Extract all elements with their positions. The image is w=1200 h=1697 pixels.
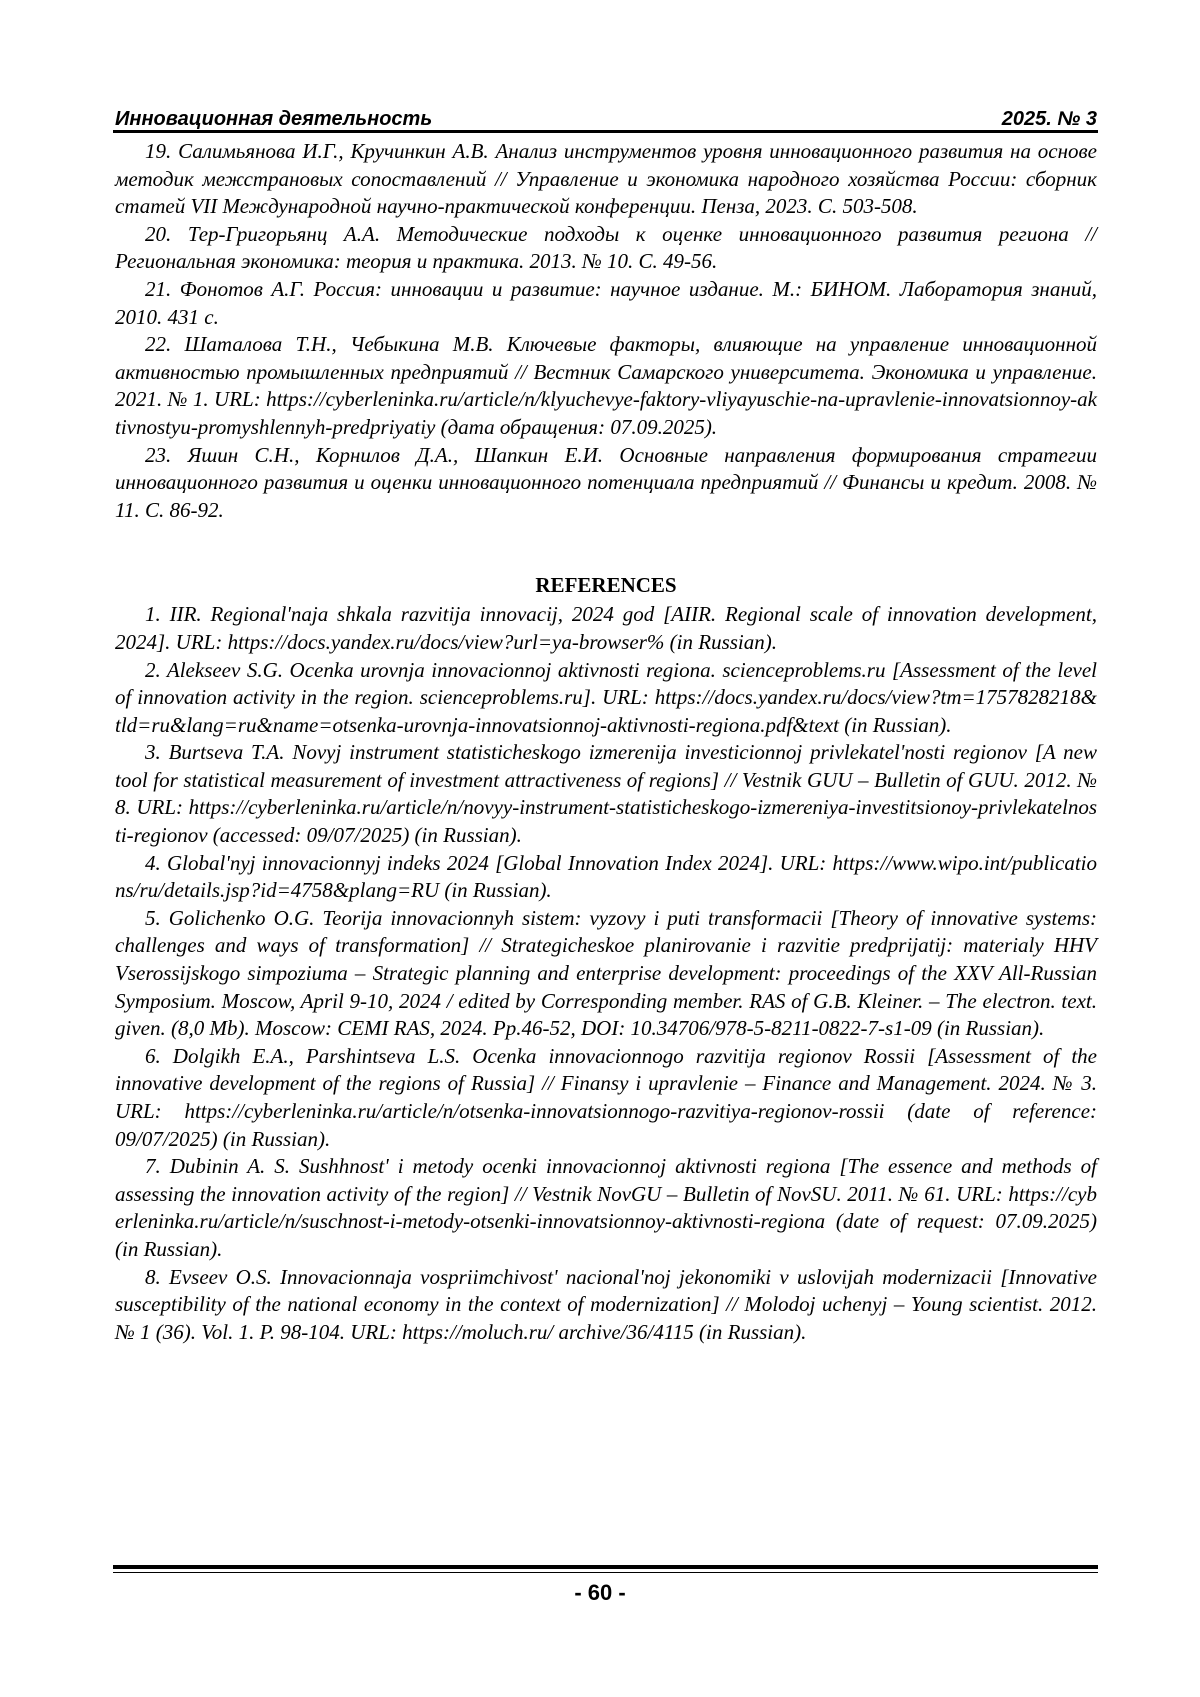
reference-url[interactable]: https://cyberleninka.ru/article/n/klyuchevye-faktory-vliyayuschie-na-upravlenie-innovatsionnoy-aktivnostyu-promyshlennyh-predpriyatiy (115, 387, 1097, 439)
running-header (115, 101, 1097, 131)
reference-item-ru-23: 23. Яшин С.Н., Корнилов Д.А., Шапкин Е.И. Основные направления формирования стратегии инновационного развития и оценки инновационного потенциала предприятий // Финансы и кредит. 2008. № 11. С. 86-92. (115, 442, 1097, 522)
reference-item-en-6: 6. Dolgikh E.A., Parshintseva L.S. Ocenka innovacionnogo razvitija regionov Rossii [Assessment of the innovative development of the regions of Russia] // Finansy i upravlenie – Finance and Management. 2024. № 3. URL: https://cyberleninka.ru/article/n/otsenka-innovatsionnogo-razvitiya-regionov-rossii (date of reference: 09/07/2025) (in Russian). (115, 1043, 1098, 1151)
reference-url[interactable]: https://cyberleninka.ru/article/n/otsenka-innovatsionnogo-razvitiya-regionov-rossii (184, 1099, 885, 1123)
reference-item-ru-19: 19. Салимьянова И.Г., Кручинкин А.В. Анализ инструментов уровня инновационного развития на основе методик межстрановых сопоставлений // Управление и экономика народного хозяйства России: сборник статей VII Международной научно-практической конференции. Пенза, 2023. С. 503-508. (115, 139, 1097, 219)
reference-list (115, 138, 1097, 1346)
reference-url[interactable]: https://cyberleninka.ru/article/n/novyy-instrument-statisticheskogo-izmereniya-investitsionoy-privlekatelnosti-regionov (115, 795, 1097, 848)
header-rule (113, 130, 1098, 133)
reference-url[interactable]: https://cyberleninka.ru/article/n/suschnost-i-metody-otsenki-innovatsionnoy-aktivnosti-regiona (115, 1181, 1097, 1234)
page-number: - 60 - (574, 1580, 626, 1605)
reference-item-en-7: 7. Dubinin A. S. Sushhnost' i metody ocenki innovacionnoj aktivnosti regiona [The essence and methods of assessing the innovation activity of the region] // Vestnik NovGU – Bulletin of NovSU. 2011. № 61. URL: https://cyberleninka.ru/article/n/suschnost-i-metody-otsenki-innovatsionnoy-aktivnosti-regiona (date of request: 07.09.2025) (in Russian). (115, 1154, 1097, 1261)
issue-number: 2025. № 3 (1001, 108, 1097, 130)
reference-item-ru-21: 21. Фонотов А.Г. Россия: инновации и развитие: научное издание. М.: БИНОМ. Лаборатория знаний, 2010. 431 с. (115, 276, 1097, 329)
footer-rule-thin (113, 1572, 1098, 1573)
reference-item-en-5: 5. Golichenko O.G. Teorija innovacionnyh sistem: vyzovy i puti transformacii [Theory of innovative systems: challenges and ways of transformation] // Strategicheskoe planirovanie i razvitie predprijatij: materialy HHV Vserossijskogo simpoziuma – Strategic planning and enterprise development: proceedings of the XXV All-Russian Symposium. Moscow, April 9-10, 2024 / edited by Corresponding member. RAS of G.B. Kleiner. – The electron. text. given. (8,0 Mb). Moscow: CEMI RAS, 2024. Pp.46-52, DOI: 10.34706/978-5-8211-0822-7-s1-09 (in Russian). (115, 905, 1097, 1041)
reference-item-ru-22: 22. Шаталова Т.Н., Чебыкина М.В. Ключевые факторы, влияющие на управление инновационной активностью промышленных предприятий // Вестник Самарского университета. Экономика и управление. 2021. № 1. URL: https://cyberleninka.ru/article/n/klyuchevye-faktory-vliyayuschie-na-upravlenie-innovatsionnoy-aktivnostyu-promyshlennyh-predpriyatiy (дата обращения: 07.09.2025). (115, 332, 1097, 439)
reference-item-en-8: 8. Evseev O.S. Innovacionnaja vospriimchivost' nacional'noj jekonomiki v uslovijah modernizacii [Innovative susceptibility of the national economy in the context of modernization] // Molodoj uchenyj – Young scientist. 2012. № 1 (36). Vol. 1. P. 98-104. URL: https://moluch.ru/ archive/36/4115 (in Russian). (115, 1264, 1097, 1344)
reference-item-en-1: 1. IIR. Regional'naja shkala razvitija innovacij, 2024 god [AIIR. Regional scale of innovation development, 2024]. URL: https://docs.yandex.ru/docs/view?url=ya-browser% (in Russian). (115, 602, 1097, 654)
reference-item-en-4: 4. Global'nyj innovacionnyj indeks 2024 [Global Innovation Index 2024]. URL: https://www.wipo.int/publications/ru/details.jsp?id=4758&plang=RU (in Russian). (115, 850, 1097, 903)
references-heading: REFERENCES (535, 573, 677, 598)
reference-url[interactable]: https://docs.yandex.ru/docs/view?url=ya-browser% (227, 629, 665, 654)
footer-rule (113, 1565, 1098, 1569)
reference-url[interactable]: https://moluch.ru/ archive/36/4115 (402, 1319, 694, 1344)
reference-item-en-3: 3. Burtseva T.A. Novyj instrument statisticheskogo izmerenija investicionnoj privlekatel'nosti regionov [A new tool for statistical measurement of investment attractiveness of regions] // Vestnik GUU – Bulletin of GUU. 2012. № 8. URL: https://cyberleninka.ru/article/n/novyy-instrument-statisticheskogo-izmereniya-investitsionoy-privlekatelnosti-regionov (accessed: 09/07/2025) (in Russian). (115, 740, 1097, 848)
reference-url[interactable]: https://www.wipo.int/publications/ru/details.jsp?id=4758&plang=RU (115, 850, 1097, 903)
reference-url[interactable]: https://docs.yandex.ru/docs/view?tm=1757828218&tld=ru&lang=ru&name=otsenka-urovnja-innovatsionnoj-aktivnosti-regiona.pdf&text (115, 685, 1097, 737)
journal-title: Инновационная деятельность (115, 108, 433, 130)
reference-item-en-2: 2. Alekseev S.G. Ocenka urovnja innovacionnoj aktivnosti regiona. scienceproblems.ru [Assessment of the level of innovation activity in the region. scienceproblems.ru]. URL: https://docs.yandex.ru/docs/view?tm=1757828218&tld=ru&lang=ru&name=otsenka-urovnja-innovatsionnoj-aktivnosti-regiona.pdf&text (in Russian). (115, 657, 1097, 737)
reference-item-ru-20: 20. Тер-Григорьянц А.А. Методические подходы к оценке инновационного развития региона // Региональная экономика: теория и практика. 2013. № 10. С. 49-56. (115, 221, 1097, 274)
